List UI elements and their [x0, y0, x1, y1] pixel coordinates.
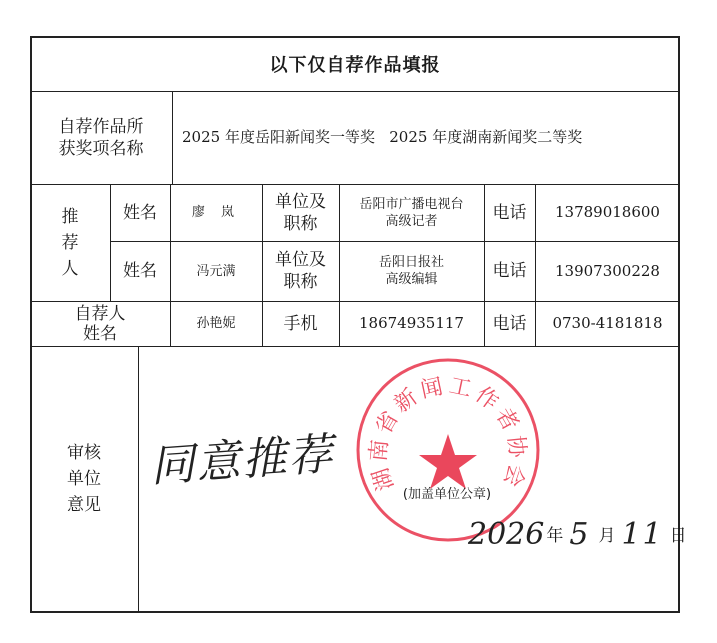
- self-label-line2: 姓名: [83, 323, 117, 344]
- review-label-line3: 意见: [67, 495, 101, 515]
- recommender-2-unit: [339, 241, 484, 301]
- date-day-unit: 日: [669, 526, 687, 546]
- recommender-1-unit: [339, 184, 484, 241]
- self-label-line1: 自荐人: [74, 303, 126, 324]
- awards-label: [30, 91, 172, 184]
- seal-note: (加盖单位公章): [402, 486, 492, 502]
- recommender-1-phone-label: 电话: [492, 202, 527, 223]
- mobile-label: 手机: [283, 313, 318, 334]
- unit-line2: 高级记者: [385, 213, 438, 229]
- date: [468, 502, 687, 552]
- awards-value: 2025 年度岳阳新闻奖一等奖 2025 年度湖南新闻奖二等奖: [182, 128, 583, 146]
- recommender-1-phone: 13789018600: [555, 203, 660, 221]
- awards-label-line2: 获奖项名称: [58, 138, 144, 159]
- recommender-1-name: 廖 岚: [191, 205, 241, 220]
- recommendation-form: [30, 36, 687, 613]
- recommender-1-unit-label: [262, 184, 339, 241]
- unit-label-line2: 职称: [283, 272, 318, 292]
- date-day: 11: [621, 517, 664, 552]
- review-label-line1: 审核: [67, 443, 101, 463]
- recommender-2-phone-label: 电话: [492, 261, 527, 281]
- self-name: 孙艳妮: [196, 316, 236, 331]
- recommender-label-line2: 荐: [61, 232, 79, 253]
- date-month: 5: [569, 517, 589, 552]
- seal-text: 湖南省新闻工作者协会: [366, 373, 530, 494]
- date-year: 2026: [468, 517, 545, 552]
- self-phone: 0730-4181818: [552, 314, 663, 332]
- date-year-unit: 年: [546, 526, 564, 546]
- date-month-unit: 月: [598, 526, 616, 546]
- awards-label-line1: 自荐作品所: [58, 116, 144, 137]
- form-title: 以下仅自荐作品填报: [269, 54, 441, 76]
- unit-label-line1: 单位及: [275, 191, 326, 212]
- unit-line1: 岳阳日报社: [378, 255, 444, 270]
- self-label: [30, 301, 170, 346]
- review-label: [30, 346, 138, 612]
- review-label-line2: 单位: [67, 469, 101, 489]
- unit-label-line2: 职称: [283, 213, 318, 234]
- unit-label-line1: 单位及: [275, 250, 326, 270]
- recommender-2-phone: 13907300228: [555, 261, 660, 280]
- unit-line2: 高级编辑: [385, 272, 438, 287]
- recommender-label-line1: 推: [61, 206, 79, 227]
- unit-line1: 岳阳市广播电视台: [359, 196, 464, 212]
- recommender-2-name-label: 姓名: [123, 261, 157, 281]
- mobile-value: 18674935117: [359, 314, 464, 332]
- recommender-label-line3: 人: [61, 258, 79, 279]
- recommender-1-name-label: 姓名: [123, 202, 157, 223]
- recommender-2-name: 冯元满: [196, 263, 236, 279]
- recommender-2-unit-label: [262, 241, 339, 301]
- handwritten-signature: 同意推荐: [148, 428, 336, 493]
- recommender-label: [30, 184, 110, 301]
- self-phone-label: 电话: [492, 313, 527, 334]
